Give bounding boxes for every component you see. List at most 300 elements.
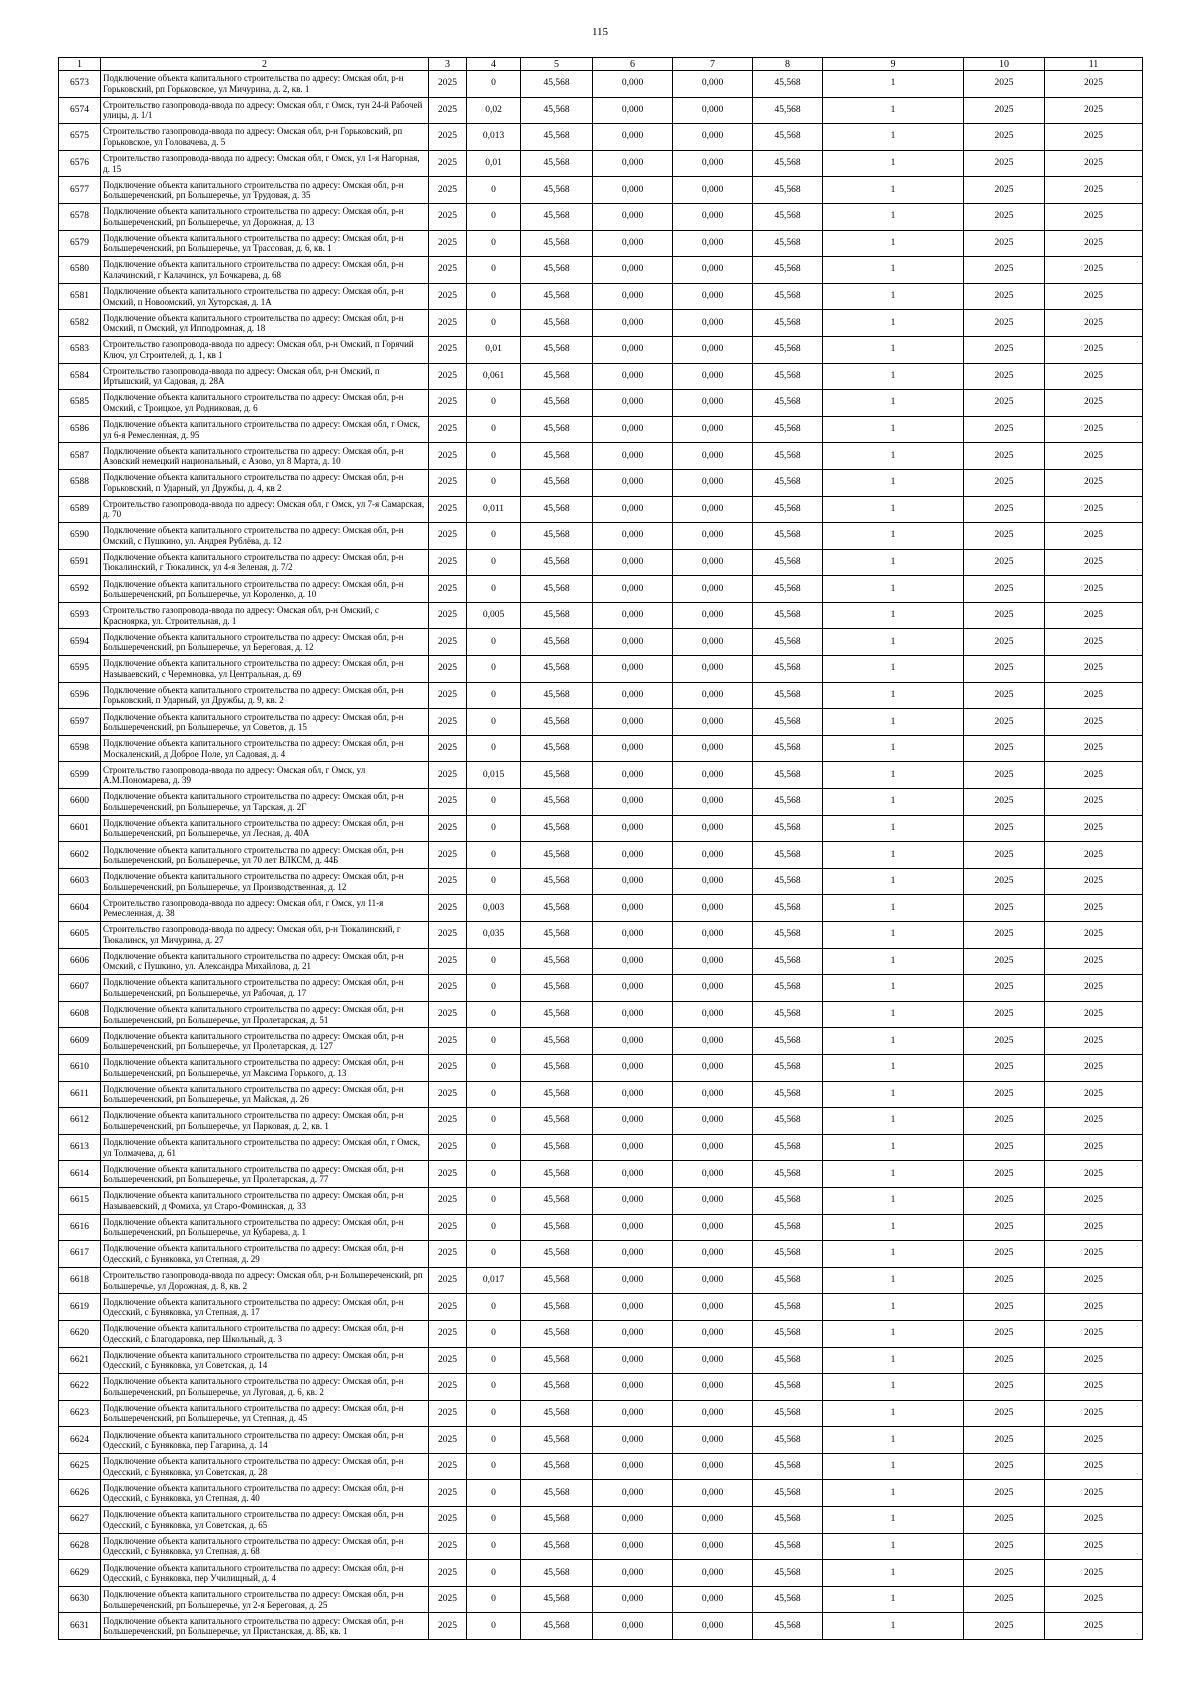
- col-3: 2025: [429, 948, 467, 975]
- table-row: [59, 150, 1143, 177]
- col-4: 0: [467, 469, 521, 496]
- col-6: 0,000: [593, 629, 673, 656]
- table-row: [59, 549, 1143, 576]
- col-5: 45,568: [521, 1001, 593, 1028]
- col-4: 0: [467, 842, 521, 869]
- col-5: 45,568: [521, 124, 593, 151]
- col-11: 2025: [1045, 1347, 1143, 1374]
- col-11: 2025: [1045, 922, 1143, 949]
- col-4: 0: [467, 709, 521, 736]
- col-10: 2025: [964, 1453, 1045, 1480]
- col-9: 1: [823, 709, 964, 736]
- object-description: Подключение объекта капитального строительства по адресу: Омская обл, р-н Одесский, с Благодаровка, пер Школьный, д. 3: [101, 1320, 429, 1347]
- row-number: 6606: [59, 948, 101, 975]
- row-number: 6612: [59, 1108, 101, 1135]
- col-9: 1: [823, 576, 964, 603]
- object-description: Строительство газопровода-ввода по адресу: Омская обл, г Омск, ул 7-я Самарская, д. 70: [101, 496, 429, 523]
- col-8: 45,568: [753, 762, 823, 789]
- object-description: Подключение объекта капитального строительства по адресу: Омская обл, р-н Большереченский, рп Большеречье, ул Пролетарская, д. 77: [101, 1161, 429, 1188]
- table-row: [59, 1374, 1143, 1401]
- table-row: [59, 1480, 1143, 1507]
- row-number: 6627: [59, 1507, 101, 1534]
- col-7: 0,000: [673, 602, 753, 629]
- col-11: 2025: [1045, 1028, 1143, 1055]
- col-9: 1: [823, 443, 964, 470]
- col-9: 1: [823, 283, 964, 310]
- col-11: 2025: [1045, 948, 1143, 975]
- col-9: 1: [823, 1480, 964, 1507]
- col-8: 45,568: [753, 1294, 823, 1321]
- col-4: 0: [467, 1081, 521, 1108]
- col-6: 0,000: [593, 1400, 673, 1427]
- col-4: 0: [467, 523, 521, 550]
- col-3: 2025: [429, 549, 467, 576]
- col-4: 0: [467, 1480, 521, 1507]
- column-header-7: 7: [673, 58, 753, 71]
- col-5: 45,568: [521, 549, 593, 576]
- row-number: 6605: [59, 922, 101, 949]
- col-8: 45,568: [753, 1161, 823, 1188]
- object-description: Подключение объекта капитального строительства по адресу: Омская обл, р-н Большереченский, рп Большеречье, ул Короленко, д. 10: [101, 576, 429, 603]
- col-10: 2025: [964, 496, 1045, 523]
- column-header-4: 4: [467, 58, 521, 71]
- col-10: 2025: [964, 602, 1045, 629]
- table-row: [59, 363, 1143, 390]
- col-7: 0,000: [673, 1161, 753, 1188]
- col-11: 2025: [1045, 656, 1143, 683]
- col-5: 45,568: [521, 1480, 593, 1507]
- col-6: 0,000: [593, 602, 673, 629]
- col-6: 0,000: [593, 1001, 673, 1028]
- table-row: [59, 1533, 1143, 1560]
- col-10: 2025: [964, 1507, 1045, 1534]
- col-4: 0: [467, 257, 521, 284]
- col-7: 0,000: [673, 496, 753, 523]
- table-row: [59, 124, 1143, 151]
- table-row: [59, 1241, 1143, 1268]
- col-7: 0,000: [673, 523, 753, 550]
- col-5: 45,568: [521, 97, 593, 124]
- row-number: 6590: [59, 523, 101, 550]
- table-row: [59, 1613, 1143, 1640]
- col-9: 1: [823, 336, 964, 363]
- object-description: Подключение объекта капитального строительства по адресу: Омская обл, г Омск, ул 6-я Ремесленная, д. 95: [101, 416, 429, 443]
- table-row: [59, 735, 1143, 762]
- row-number: 6574: [59, 97, 101, 124]
- col-10: 2025: [964, 1560, 1045, 1587]
- col-10: 2025: [964, 709, 1045, 736]
- table-row: [59, 443, 1143, 470]
- col-11: 2025: [1045, 257, 1143, 284]
- col-10: 2025: [964, 336, 1045, 363]
- row-number: 6578: [59, 203, 101, 230]
- col-11: 2025: [1045, 1374, 1143, 1401]
- col-4: 0: [467, 1533, 521, 1560]
- col-8: 45,568: [753, 523, 823, 550]
- col-4: 0: [467, 283, 521, 310]
- row-number: 6608: [59, 1001, 101, 1028]
- table-row: [59, 257, 1143, 284]
- row-number: 6620: [59, 1320, 101, 1347]
- col-10: 2025: [964, 789, 1045, 816]
- col-5: 45,568: [521, 1081, 593, 1108]
- col-8: 45,568: [753, 1586, 823, 1613]
- row-number: 6621: [59, 1347, 101, 1374]
- col-5: 45,568: [521, 230, 593, 257]
- col-8: 45,568: [753, 789, 823, 816]
- row-number: 6577: [59, 177, 101, 204]
- col-7: 0,000: [673, 1294, 753, 1321]
- col-4: 0: [467, 1001, 521, 1028]
- col-3: 2025: [429, 868, 467, 895]
- col-10: 2025: [964, 1347, 1045, 1374]
- col-4: 0: [467, 1108, 521, 1135]
- col-5: 45,568: [521, 1453, 593, 1480]
- col-7: 0,000: [673, 815, 753, 842]
- col-10: 2025: [964, 1480, 1045, 1507]
- col-11: 2025: [1045, 895, 1143, 922]
- col-7: 0,000: [673, 922, 753, 949]
- col-10: 2025: [964, 523, 1045, 550]
- col-8: 45,568: [753, 576, 823, 603]
- row-number: 6604: [59, 895, 101, 922]
- col-7: 0,000: [673, 576, 753, 603]
- table-header: [59, 58, 1143, 71]
- col-8: 45,568: [753, 895, 823, 922]
- row-number: 6592: [59, 576, 101, 603]
- col-6: 0,000: [593, 1320, 673, 1347]
- col-6: 0,000: [593, 1108, 673, 1135]
- col-11: 2025: [1045, 1001, 1143, 1028]
- col-8: 45,568: [753, 1028, 823, 1055]
- col-8: 45,568: [753, 443, 823, 470]
- col-5: 45,568: [521, 1320, 593, 1347]
- col-9: 1: [823, 762, 964, 789]
- row-number: 6580: [59, 257, 101, 284]
- col-8: 45,568: [753, 975, 823, 1002]
- object-description: Подключение объекта капитального строительства по адресу: Омская обл, р-н Тюкалинский, г Тюкалинск, ул 4-я Зеленая, д. 7/2: [101, 549, 429, 576]
- col-11: 2025: [1045, 549, 1143, 576]
- col-4: 0: [467, 682, 521, 709]
- col-3: 2025: [429, 1054, 467, 1081]
- object-description: Подключение объекта капитального строительства по адресу: Омская обл, р-н Одесский, с Буняковка, ул Советская, д. 14: [101, 1347, 429, 1374]
- col-9: 1: [823, 1533, 964, 1560]
- table-row: [59, 1028, 1143, 1055]
- col-10: 2025: [964, 150, 1045, 177]
- col-8: 45,568: [753, 1533, 823, 1560]
- object-description: Строительство газопровода-ввода по адресу: Омская обл, р-н Тюкалинский, г Тюкалинск, ул Мичурина, д. 27: [101, 922, 429, 949]
- col-3: 2025: [429, 1400, 467, 1427]
- col-8: 45,568: [753, 230, 823, 257]
- row-number: 6581: [59, 283, 101, 310]
- col-8: 45,568: [753, 868, 823, 895]
- col-4: 0: [467, 1320, 521, 1347]
- col-6: 0,000: [593, 1586, 673, 1613]
- col-5: 45,568: [521, 1161, 593, 1188]
- col-8: 45,568: [753, 1054, 823, 1081]
- object-description: Строительство газопровода-ввода по адресу: Омская обл, р-н Омский, п Иртышский, ул Садовая, д. 28А: [101, 363, 429, 390]
- col-10: 2025: [964, 1054, 1045, 1081]
- col-4: 0: [467, 443, 521, 470]
- col-11: 2025: [1045, 97, 1143, 124]
- col-5: 45,568: [521, 1134, 593, 1161]
- col-3: 2025: [429, 390, 467, 417]
- col-4: 0,013: [467, 124, 521, 151]
- col-6: 0,000: [593, 97, 673, 124]
- col-4: 0: [467, 390, 521, 417]
- col-5: 45,568: [521, 656, 593, 683]
- col-10: 2025: [964, 1108, 1045, 1135]
- col-3: 2025: [429, 523, 467, 550]
- col-9: 1: [823, 1001, 964, 1028]
- col-11: 2025: [1045, 789, 1143, 816]
- object-description: Подключение объекта капитального строительства по адресу: Омская обл, р-н Азовский немецкий национальный, с Азово, ул 8 Марта, д. 10: [101, 443, 429, 470]
- col-9: 1: [823, 1560, 964, 1587]
- col-8: 45,568: [753, 336, 823, 363]
- col-6: 0,000: [593, 868, 673, 895]
- col-4: 0: [467, 815, 521, 842]
- table-row: [59, 1507, 1143, 1534]
- col-7: 0,000: [673, 1108, 753, 1135]
- col-6: 0,000: [593, 1533, 673, 1560]
- col-4: 0: [467, 1560, 521, 1587]
- object-description: Подключение объекта капитального строительства по адресу: Омская обл, р-н Одесский, с Буняковка, пер Училищный, д. 4: [101, 1560, 429, 1587]
- row-number: 6584: [59, 363, 101, 390]
- col-3: 2025: [429, 363, 467, 390]
- col-5: 45,568: [521, 416, 593, 443]
- col-4: 0,061: [467, 363, 521, 390]
- object-description: Строительство газопровода-ввода по адресу: Омская обл, р-н Омский, с Красноярка, ул. Строительная, д. 1: [101, 602, 429, 629]
- row-number: 6614: [59, 1161, 101, 1188]
- col-4: 0: [467, 1374, 521, 1401]
- table-row: [59, 709, 1143, 736]
- col-11: 2025: [1045, 868, 1143, 895]
- col-3: 2025: [429, 124, 467, 151]
- col-4: 0: [467, 1161, 521, 1188]
- col-5: 45,568: [521, 1028, 593, 1055]
- row-number: 6594: [59, 629, 101, 656]
- col-9: 1: [823, 390, 964, 417]
- col-3: 2025: [429, 1374, 467, 1401]
- col-10: 2025: [964, 549, 1045, 576]
- col-7: 0,000: [673, 762, 753, 789]
- col-10: 2025: [964, 1134, 1045, 1161]
- col-10: 2025: [964, 868, 1045, 895]
- col-10: 2025: [964, 656, 1045, 683]
- col-3: 2025: [429, 735, 467, 762]
- col-8: 45,568: [753, 150, 823, 177]
- col-6: 0,000: [593, 1214, 673, 1241]
- object-description: Подключение объекта капитального строительства по адресу: Омская обл, р-н Большереченский, рп Большеречье, ул Тарская, д. 2Г: [101, 789, 429, 816]
- row-number: 6591: [59, 549, 101, 576]
- col-10: 2025: [964, 443, 1045, 470]
- col-7: 0,000: [673, 1480, 753, 1507]
- col-3: 2025: [429, 1453, 467, 1480]
- col-5: 45,568: [521, 363, 593, 390]
- row-number: 6595: [59, 656, 101, 683]
- col-10: 2025: [964, 1241, 1045, 1268]
- row-number: 6631: [59, 1613, 101, 1640]
- col-6: 0,000: [593, 576, 673, 603]
- col-6: 0,000: [593, 1374, 673, 1401]
- col-3: 2025: [429, 602, 467, 629]
- col-5: 45,568: [521, 203, 593, 230]
- col-5: 45,568: [521, 948, 593, 975]
- col-9: 1: [823, 1586, 964, 1613]
- col-11: 2025: [1045, 1586, 1143, 1613]
- col-6: 0,000: [593, 203, 673, 230]
- col-8: 45,568: [753, 1480, 823, 1507]
- col-11: 2025: [1045, 1054, 1143, 1081]
- col-7: 0,000: [673, 842, 753, 869]
- col-8: 45,568: [753, 124, 823, 151]
- object-description: Подключение объекта капитального строительства по адресу: Омская обл, г Омск, ул Толмачева, д. 61: [101, 1134, 429, 1161]
- column-header-3: 3: [429, 58, 467, 71]
- col-11: 2025: [1045, 363, 1143, 390]
- col-6: 0,000: [593, 1347, 673, 1374]
- col-6: 0,000: [593, 416, 673, 443]
- col-10: 2025: [964, 416, 1045, 443]
- col-7: 0,000: [673, 1453, 753, 1480]
- col-5: 45,568: [521, 789, 593, 816]
- col-7: 0,000: [673, 363, 753, 390]
- table-row: [59, 496, 1143, 523]
- col-3: 2025: [429, 975, 467, 1002]
- col-9: 1: [823, 150, 964, 177]
- row-number: 6616: [59, 1214, 101, 1241]
- object-description: Подключение объекта капитального строительства по адресу: Омская обл, р-н Горьковский, рп Горьковское, ул Мичурина, д. 2, кв. 1: [101, 71, 429, 98]
- col-9: 1: [823, 656, 964, 683]
- col-8: 45,568: [753, 363, 823, 390]
- col-6: 0,000: [593, 523, 673, 550]
- row-number: 6575: [59, 124, 101, 151]
- col-11: 2025: [1045, 1108, 1143, 1135]
- col-6: 0,000: [593, 390, 673, 417]
- col-8: 45,568: [753, 416, 823, 443]
- object-description: Подключение объекта капитального строительства по адресу: Омская обл, р-н Калачинский, г Калачинск, ул Бочкарева, д. 68: [101, 257, 429, 284]
- object-description: Подключение объекта капитального строительства по адресу: Омская обл, р-н Большереченский, рп Большеречье, ул Майская, д. 26: [101, 1081, 429, 1108]
- col-11: 2025: [1045, 1533, 1143, 1560]
- col-9: 1: [823, 496, 964, 523]
- col-3: 2025: [429, 1586, 467, 1613]
- col-8: 45,568: [753, 1081, 823, 1108]
- object-description: Подключение объекта капитального строительства по адресу: Омская обл, р-н Большереченский, рп Большеречье, ул Максима Горького, д. 13: [101, 1054, 429, 1081]
- col-7: 0,000: [673, 469, 753, 496]
- col-11: 2025: [1045, 523, 1143, 550]
- col-3: 2025: [429, 1560, 467, 1587]
- col-5: 45,568: [521, 336, 593, 363]
- row-number: 6576: [59, 150, 101, 177]
- col-8: 45,568: [753, 1108, 823, 1135]
- col-7: 0,000: [673, 789, 753, 816]
- col-4: 0: [467, 735, 521, 762]
- col-10: 2025: [964, 975, 1045, 1002]
- col-5: 45,568: [521, 975, 593, 1002]
- object-description: Подключение объекта капитального строительства по адресу: Омская обл, р-н Большереченский, рп Большеречье, ул 70 лет ВЛКСМ, д. 44Б: [101, 842, 429, 869]
- col-4: 0: [467, 230, 521, 257]
- object-description: Подключение объекта капитального строительства по адресу: Омская обл, р-н Большереченский, рп Большеречье, ул Пролетарская, д. 51: [101, 1001, 429, 1028]
- col-10: 2025: [964, 682, 1045, 709]
- col-3: 2025: [429, 1427, 467, 1454]
- col-8: 45,568: [753, 97, 823, 124]
- col-6: 0,000: [593, 71, 673, 98]
- col-8: 45,568: [753, 390, 823, 417]
- col-7: 0,000: [673, 1241, 753, 1268]
- table-row: [59, 895, 1143, 922]
- table-row: [59, 789, 1143, 816]
- table-row: [59, 1001, 1143, 1028]
- table-row: [59, 1586, 1143, 1613]
- table-row: [59, 390, 1143, 417]
- row-number: 6596: [59, 682, 101, 709]
- col-5: 45,568: [521, 842, 593, 869]
- object-description: Строительство газопровода-ввода по адресу: Омская обл, г Омск, ул 1-я Нагорная, д. 15: [101, 150, 429, 177]
- object-description: Подключение объекта капитального строительства по адресу: Омская обл, р-н Горьковский, п Ударный, ул Дружбы, д. 9, кв. 2: [101, 682, 429, 709]
- col-4: 0: [467, 1400, 521, 1427]
- col-9: 1: [823, 1134, 964, 1161]
- row-number: 6582: [59, 310, 101, 337]
- col-9: 1: [823, 1161, 964, 1188]
- col-4: 0: [467, 71, 521, 98]
- col-3: 2025: [429, 895, 467, 922]
- col-7: 0,000: [673, 1134, 753, 1161]
- col-8: 45,568: [753, 842, 823, 869]
- col-3: 2025: [429, 1187, 467, 1214]
- col-6: 0,000: [593, 815, 673, 842]
- col-5: 45,568: [521, 1054, 593, 1081]
- col-8: 45,568: [753, 948, 823, 975]
- object-description: Подключение объекта капитального строительства по адресу: Омская обл, р-н Большереченский, рп Большеречье, ул Рабочая, д. 17: [101, 975, 429, 1002]
- col-11: 2025: [1045, 1187, 1143, 1214]
- col-4: 0,005: [467, 602, 521, 629]
- row-number: 6623: [59, 1400, 101, 1427]
- row-number: 6600: [59, 789, 101, 816]
- col-7: 0,000: [673, 1214, 753, 1241]
- object-description: Подключение объекта капитального строительства по адресу: Омская обл, р-н Омский, с Троицкое, ул Родниковая, д. 6: [101, 390, 429, 417]
- col-6: 0,000: [593, 842, 673, 869]
- col-9: 1: [823, 1427, 964, 1454]
- row-number: 6610: [59, 1054, 101, 1081]
- col-5: 45,568: [521, 443, 593, 470]
- col-11: 2025: [1045, 177, 1143, 204]
- table-row: [59, 656, 1143, 683]
- col-5: 45,568: [521, 1187, 593, 1214]
- col-3: 2025: [429, 1161, 467, 1188]
- column-header-11: 11: [1045, 58, 1143, 71]
- col-8: 45,568: [753, 602, 823, 629]
- col-4: 0: [467, 1054, 521, 1081]
- row-number: 6603: [59, 868, 101, 895]
- col-6: 0,000: [593, 709, 673, 736]
- col-4: 0: [467, 416, 521, 443]
- col-3: 2025: [429, 815, 467, 842]
- col-4: 0: [467, 177, 521, 204]
- col-4: 0: [467, 1586, 521, 1613]
- col-8: 45,568: [753, 496, 823, 523]
- col-8: 45,568: [753, 922, 823, 949]
- col-3: 2025: [429, 789, 467, 816]
- col-6: 0,000: [593, 1613, 673, 1640]
- object-description: Подключение объекта капитального строительства по адресу: Омская обл, р-н Большереченский, рп Большеречье, ул Береговая, д. 12: [101, 629, 429, 656]
- col-8: 45,568: [753, 815, 823, 842]
- object-description: Подключение объекта капитального строительства по адресу: Омская обл, р-н Большереченский, рп Большеречье, ул Трудовая, д. 35: [101, 177, 429, 204]
- col-9: 1: [823, 629, 964, 656]
- col-5: 45,568: [521, 1374, 593, 1401]
- col-10: 2025: [964, 1400, 1045, 1427]
- col-6: 0,000: [593, 230, 673, 257]
- table-row: [59, 868, 1143, 895]
- col-8: 45,568: [753, 735, 823, 762]
